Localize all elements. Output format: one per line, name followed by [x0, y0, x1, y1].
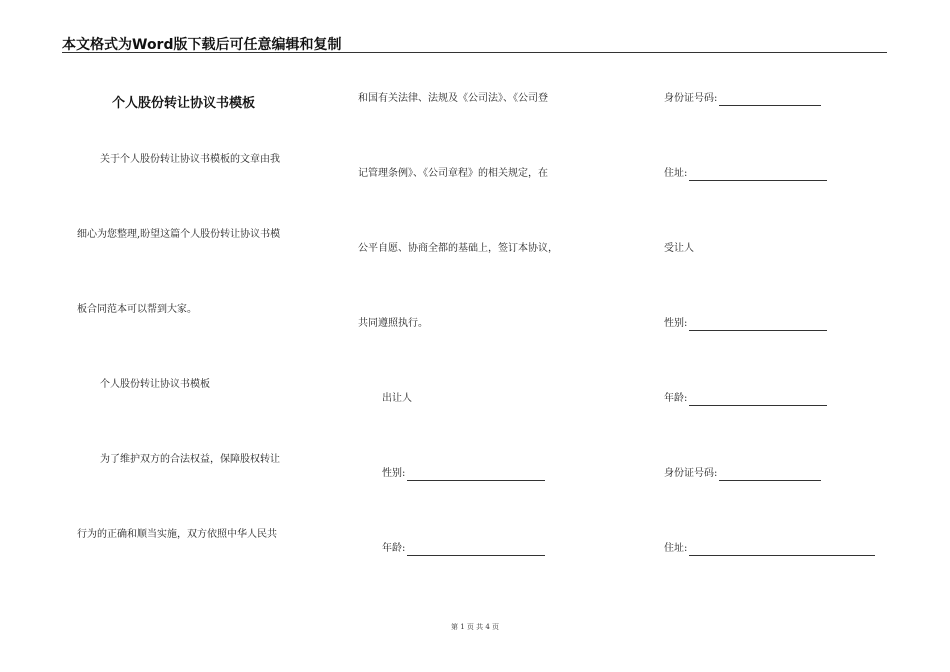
- transferor-address-label: 住址:: [664, 168, 688, 179]
- transferee-gender-field: [664, 317, 827, 331]
- page-number: 第 1 页 共 4 页: [450, 623, 500, 631]
- transferor-id-label: 身份证号码:: [664, 93, 718, 104]
- paragraph-line-3: 和国有关法律、法规及《公司法》、《公司登: [358, 93, 548, 104]
- transferor-id-field: [664, 92, 821, 106]
- intro-line-2: 细心为您整理,盼望这篇个人股份转让协议书模: [77, 229, 281, 240]
- transferee-gender-blank: [689, 320, 827, 331]
- transferor-age-field: [382, 542, 545, 556]
- transferee-id-blank: [719, 470, 821, 481]
- intro-line-1: 关于个人股份转让协议书模板的文章由我: [100, 154, 280, 165]
- document-title: 个人股份转让协议书模板: [112, 96, 256, 111]
- transferee-address-field: [664, 542, 875, 556]
- transferee-age-field: [664, 392, 827, 406]
- transferor-address-blank: [689, 170, 827, 181]
- transferor-id-blank: [719, 95, 821, 106]
- paragraph-line-5: 公平自愿、协商全都的基础上，签订本协议，: [358, 243, 558, 254]
- transferor-gender-label: 性别:: [382, 468, 406, 479]
- transferee-gender-label: 性别:: [664, 318, 688, 329]
- transferor-age-label: 年龄:: [382, 543, 406, 554]
- transferee-age-blank: [689, 395, 827, 406]
- paragraph-line-2: 行为的正确和顺当实施，双方依照中华人民共: [77, 529, 277, 540]
- transferee-address-label: 住址:: [664, 543, 688, 554]
- transferee-age-label: 年龄:: [664, 393, 688, 404]
- transferor-heading: 出让人: [382, 393, 412, 404]
- transferee-id-field: [664, 467, 821, 481]
- transferor-gender-field: [382, 467, 545, 481]
- transferor-age-blank: [407, 545, 545, 556]
- paragraph-line-4: 记管理条例》、《公司章程》的相关规定，在: [358, 168, 548, 179]
- transferor-address-field: [664, 167, 827, 181]
- intro-line-3: 板合同范本可以帮到大家。: [77, 304, 197, 315]
- transferee-address-blank: [689, 545, 875, 556]
- header-title: 本文格式为Word版下载后可任意编辑和复制: [62, 37, 342, 53]
- paragraph-line-1: 为了维护双方的合法权益，保障股权转让: [100, 454, 280, 465]
- transferor-gender-blank: [407, 470, 545, 481]
- paragraph-line-6: 共同遵照执行。: [358, 318, 428, 329]
- transferee-heading: 受让人: [664, 243, 694, 254]
- transferee-id-label: 身份证号码:: [664, 468, 718, 479]
- header-divider: [62, 52, 887, 53]
- document-subtitle: 个人股份转让协议书模板: [100, 379, 210, 390]
